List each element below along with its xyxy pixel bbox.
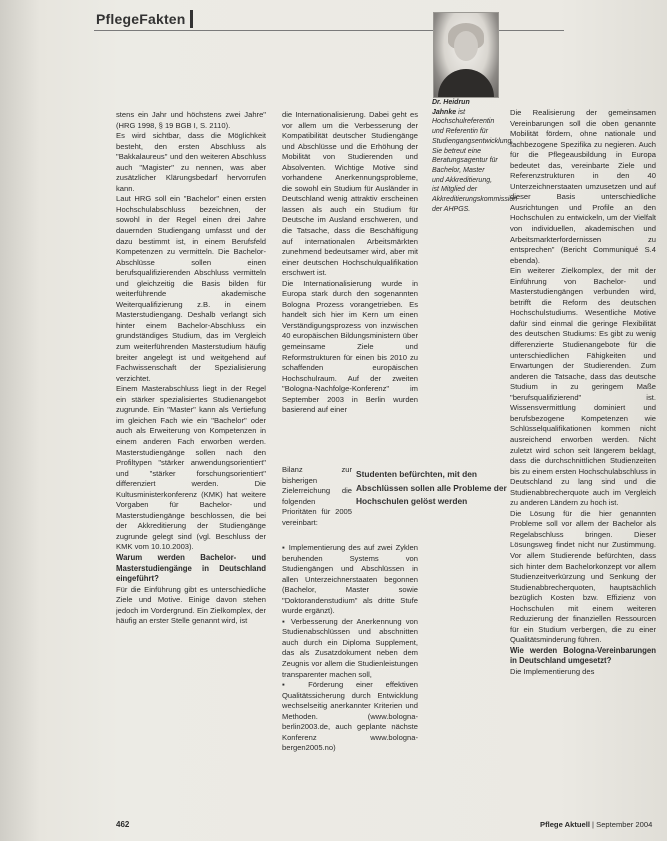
list-item: ▪ Verbesserung der Anerkennung von Studienabschlüssen und abschnitten auch durch ein Diploma Supplement, das als Zusatzdokument neben dem Zeugnis vor allem die Studienleistungen transparenter machen soll, (282, 616, 418, 679)
list-item: ▪ Förderung einer effektiven Qualitätssicherung durch Entwicklung wechselseitig anerkannter Kriterien und Methoden. (www.bologna-berlin2003.de, auch geplante nächste Konferenz www.bologna-bergen2005.no) (282, 680, 418, 753)
paragraph: Einem Masterabschluss liegt in der Regel ein stärker spezialisiertes Studienangebot zugrunde. Ein "Master" kann als Vertiefung im gleichen Fach wie ein "Bachelor" oder auch als Erweiterung von Kompetenzen in einem anderen Fach erworben werden. Masterstudiengänge sollen nach den Profiltypen "stärker anwendungsorientiert" und "stärker forschungsorientiert" differenziert werden. Die Kultusministerkonferenz (KMK) hat weitere Vorgaben für Bachelor- und Masterstudiengänge beschlossen, die bei der Akkreditierung der Studiengänge zugrunde gelegt sind (vgl. Beschluss der KMK vom 10.10.2003). (116, 384, 266, 552)
paragraph: Laut HRG soll ein "Bachelor" einen ersten Hochschulabschluss bezeichnen, der sowohl in der Regel einen drei Jahre dauernden Studiengang umfasst und der dazu bestimmt ist, in einem Berufsfeld Kompetenzen zu vermitteln. Die Bachelor-Abschlüsse sollen einen berufsqualifizierenden Abschluss vermitteln und gleichzeitig die Basis bilden für weiterführende akademische Weiterqualifizierung z.B. in einem Masterstudiengang. Deshalb verlangt sich hinter einem Bachelor-Abschluss ein grundständiges Studium, das im Vergleich zum weiterführenden Masterstudium häufig breiter angelegt ist und weitgehend auf Fachwissenschaft der Spezialisierung verzichtet. (116, 194, 266, 383)
list-item-text: Verbesserung der Anerkennung von Studienabschlüssen und abschnitten auch durch ein Diploma Supplement, das als Zusatzdokument neben dem Zeugnis vor allem die Studienleistungen transparenter machen soll, (282, 616, 418, 679)
photo-shoulders (438, 69, 494, 97)
column-2 (282, 110, 418, 465)
photo-face (454, 31, 478, 61)
subheading: Warum werden Bachelor- und Masterstudiengänge in Deutschland eingeführt? (116, 552, 266, 584)
author-name: Dr. Heidrun (432, 99, 470, 106)
paragraph: Die Internationalisierung wurde in Europa stark durch den sogenannten Bologna Prozess vorangetrieben. Es handelt sich hier im Kern um einen Verständigungsprozess von inzwischen 40 europäischen Bildungsministern über gemeinsame Ziele und Reformstrukturen für einen bis 2010 zu schaffenden europäischen Hochschulraum. Auf der zweiten "Bologna-Nachfolge-Konferenz" im September 2003 in Berlin wurden basierend auf einer (282, 278, 418, 415)
paragraph: Die Implementierung des (510, 666, 595, 676)
paragraph: stens ein Jahr und höchstens zwei Jahre" (HRG 1998, § 19 BGB I, S. 2110). (116, 110, 266, 130)
subheading: Wie werden Bologna-Vereinbarungen in Deutschland umgesetzt? (510, 645, 656, 666)
footer-journal: Pflege Aktuell | September 2004 (540, 820, 653, 829)
paragraph: Es wird sichtbar, dass die Möglichkeit besteht, den ersten Abschluss als "Bakkalaureus" und den weiteren Abschluss auch "Magister" zu nennen, was aber zusätzlicher Klärungsbedarf hervorrufen kann. (116, 131, 266, 193)
column-1 (116, 110, 266, 800)
paragraph: Ein weiterer Zielkomplex, der mit der Einführung von Bachelor- und Masterstudiengängen verbunden wird, betrifft die Reform des deutschen Hochschulstudiums. Wesentliche Motive dafür sind einmal die geringe Flexibilität des deutschen Studiums: Es gibt zu wenig differenzierte Studienangebote für die unterschiedlichen Fähigkeiten und Erwartungen der Studierenden. Zum anderen die Tatsache, dass das deutsche Studium in zu geringem Maße "berufsqualifizierend" ist. Wissensvermittlung dominiert und berufsbezogene Kompetenzen wie Schlüsselqualifikationen kommen nicht ausreichend erworben werden. Nicht zuletzt wird schon seit längerem beklagt, dass die durchschnittlichen Studienzeiten bis zu einem ersten Hochschulabschluss in Deutschland zu lang sind und die Studienabbrecherquote auch im Vergleich zu anderen Ländern zu hoch ist. (510, 266, 656, 508)
author-photo (433, 12, 499, 98)
list-item: ▪ Implementierung des auf zwei Zyklen beruhenden Systems von Studiengängen und Abschlüssen in allen Unterzeichnerstaaten begonnen (Bachelor, Master sowie "Doktorandenstudium" als dritte Stufe wurde ergänzt). (282, 543, 418, 616)
page-number: 462 (116, 820, 130, 829)
paragraph: Die Realisierung der gemeinsamen Vereinbarungen soll die oben genannte Mobilität fördern, ohne nationale und fachbezogene Spezifika zu negieren. Auch für die Pflegeausbildung in Europa bedeutet das, vereinbarte Ziele und Referenzstrukturen in den 40 Unterzeichnerstaaten umzusetzen und auf dieser Basis unterschiedliche Ausrichtungen und Profile an den Hochschulen zu entwickeln, um der Vielfalt von individuellen, akademischen und Arbeitsmarkterfordernissen zu entsprechen" (Bericht Communiqué S.4 ebenda). (510, 108, 656, 265)
column-3 (510, 108, 656, 816)
paragraph: Für die Einführung gibt es unterschiedliche Ziele und Motive. Einige davon stehen jedoch im Vordergrund. Ein Zielkomplex, der häufig an erster Stelle genannt wird, ist (116, 584, 266, 626)
paragraph: Bilanz zur bisherigen Zielerreichung die folgenden Prioritäten für 2005 vereinbart: (282, 465, 352, 527)
paragraph: Die Lösung für die hier genannten Probleme soll vor allem der Bachelor als Regelabschluss bringen. Dieser Lösungsweg findet nicht nur Zustimmung. Vor allem Studierende befürchten, dass sich hinter dem Bachelorkonzept vor allem Studienzeitverkürzung und Senkung der Studienabbrecherquoten, hauptsächlich bezüglich Kosten bzw. Effizienz von Hochschulen mit einem weiteren Reduzierung der finanziellen Ressourcen für ein Studium verbergen, die zu einer Qualitätsminderung führen. (510, 508, 656, 645)
paragraph: die Internationalisierung. Dabei geht es vor allem um die Verbesserung der Kompatibilität deutscher Studiengänge und Abschlüsse und die Erhöhung der Mobilität von Studierenden und Absolventen. Wichtige Motive sind vorhandene Anerkennungsprobleme, die sowohl ein Studium für Ausländer in Deutschland wenig attraktiv erscheinen lassen als auch ein Studium für Deutsche im Ausland erschweren, und die Tatsache, dass die Beschäftigung auf internationalen Arbeitsmärkten zunehmend bedeutsamer wird, aber mit einer deutschen Hochschulqualifikation erschwert ist. (282, 110, 418, 278)
author-bio: ist Hochschulreferentin und Referentin für Studiengangsentwicklung. Sie betreut eine Beratungsagentur für Bachelor, Master und Akkreditierung, ist Mitglied der Akkreditierungskommission der AHPGS. (432, 108, 518, 213)
section-kicker: PflegeFakten (96, 10, 193, 28)
journal-name: Pflege Aktuell (540, 820, 590, 829)
issue-date: September 2004 (596, 820, 653, 829)
author-surname: Jahnke (432, 108, 457, 116)
list-item-text: Implementierung des auf zwei Zyklen beruhenden Systems von Studiengängen und Abschlüssen in allen Unterzeichnerstaaten begonnen (Bachelor, Master sowie "Doktorandenstudium" als dritte Stufe wurde ergänzt). (282, 543, 418, 616)
author-caption (432, 98, 518, 214)
column-2-narrow (282, 465, 352, 543)
pull-quote: Studenten befürchten, mit den Abschlüssen sollen alle Probleme der Hochschulen gelöst werden (356, 469, 507, 506)
column-2-lower (282, 543, 418, 798)
list-item-text: Förderung einer effektiven Qualitätssicherung durch Entwicklung wechselseitig anerkannter Kriterien und Methoden. (www.bologna-berlin2003.de, auch geplante nächste Konferenz www.bologna-bergen2005.no) (282, 680, 418, 753)
